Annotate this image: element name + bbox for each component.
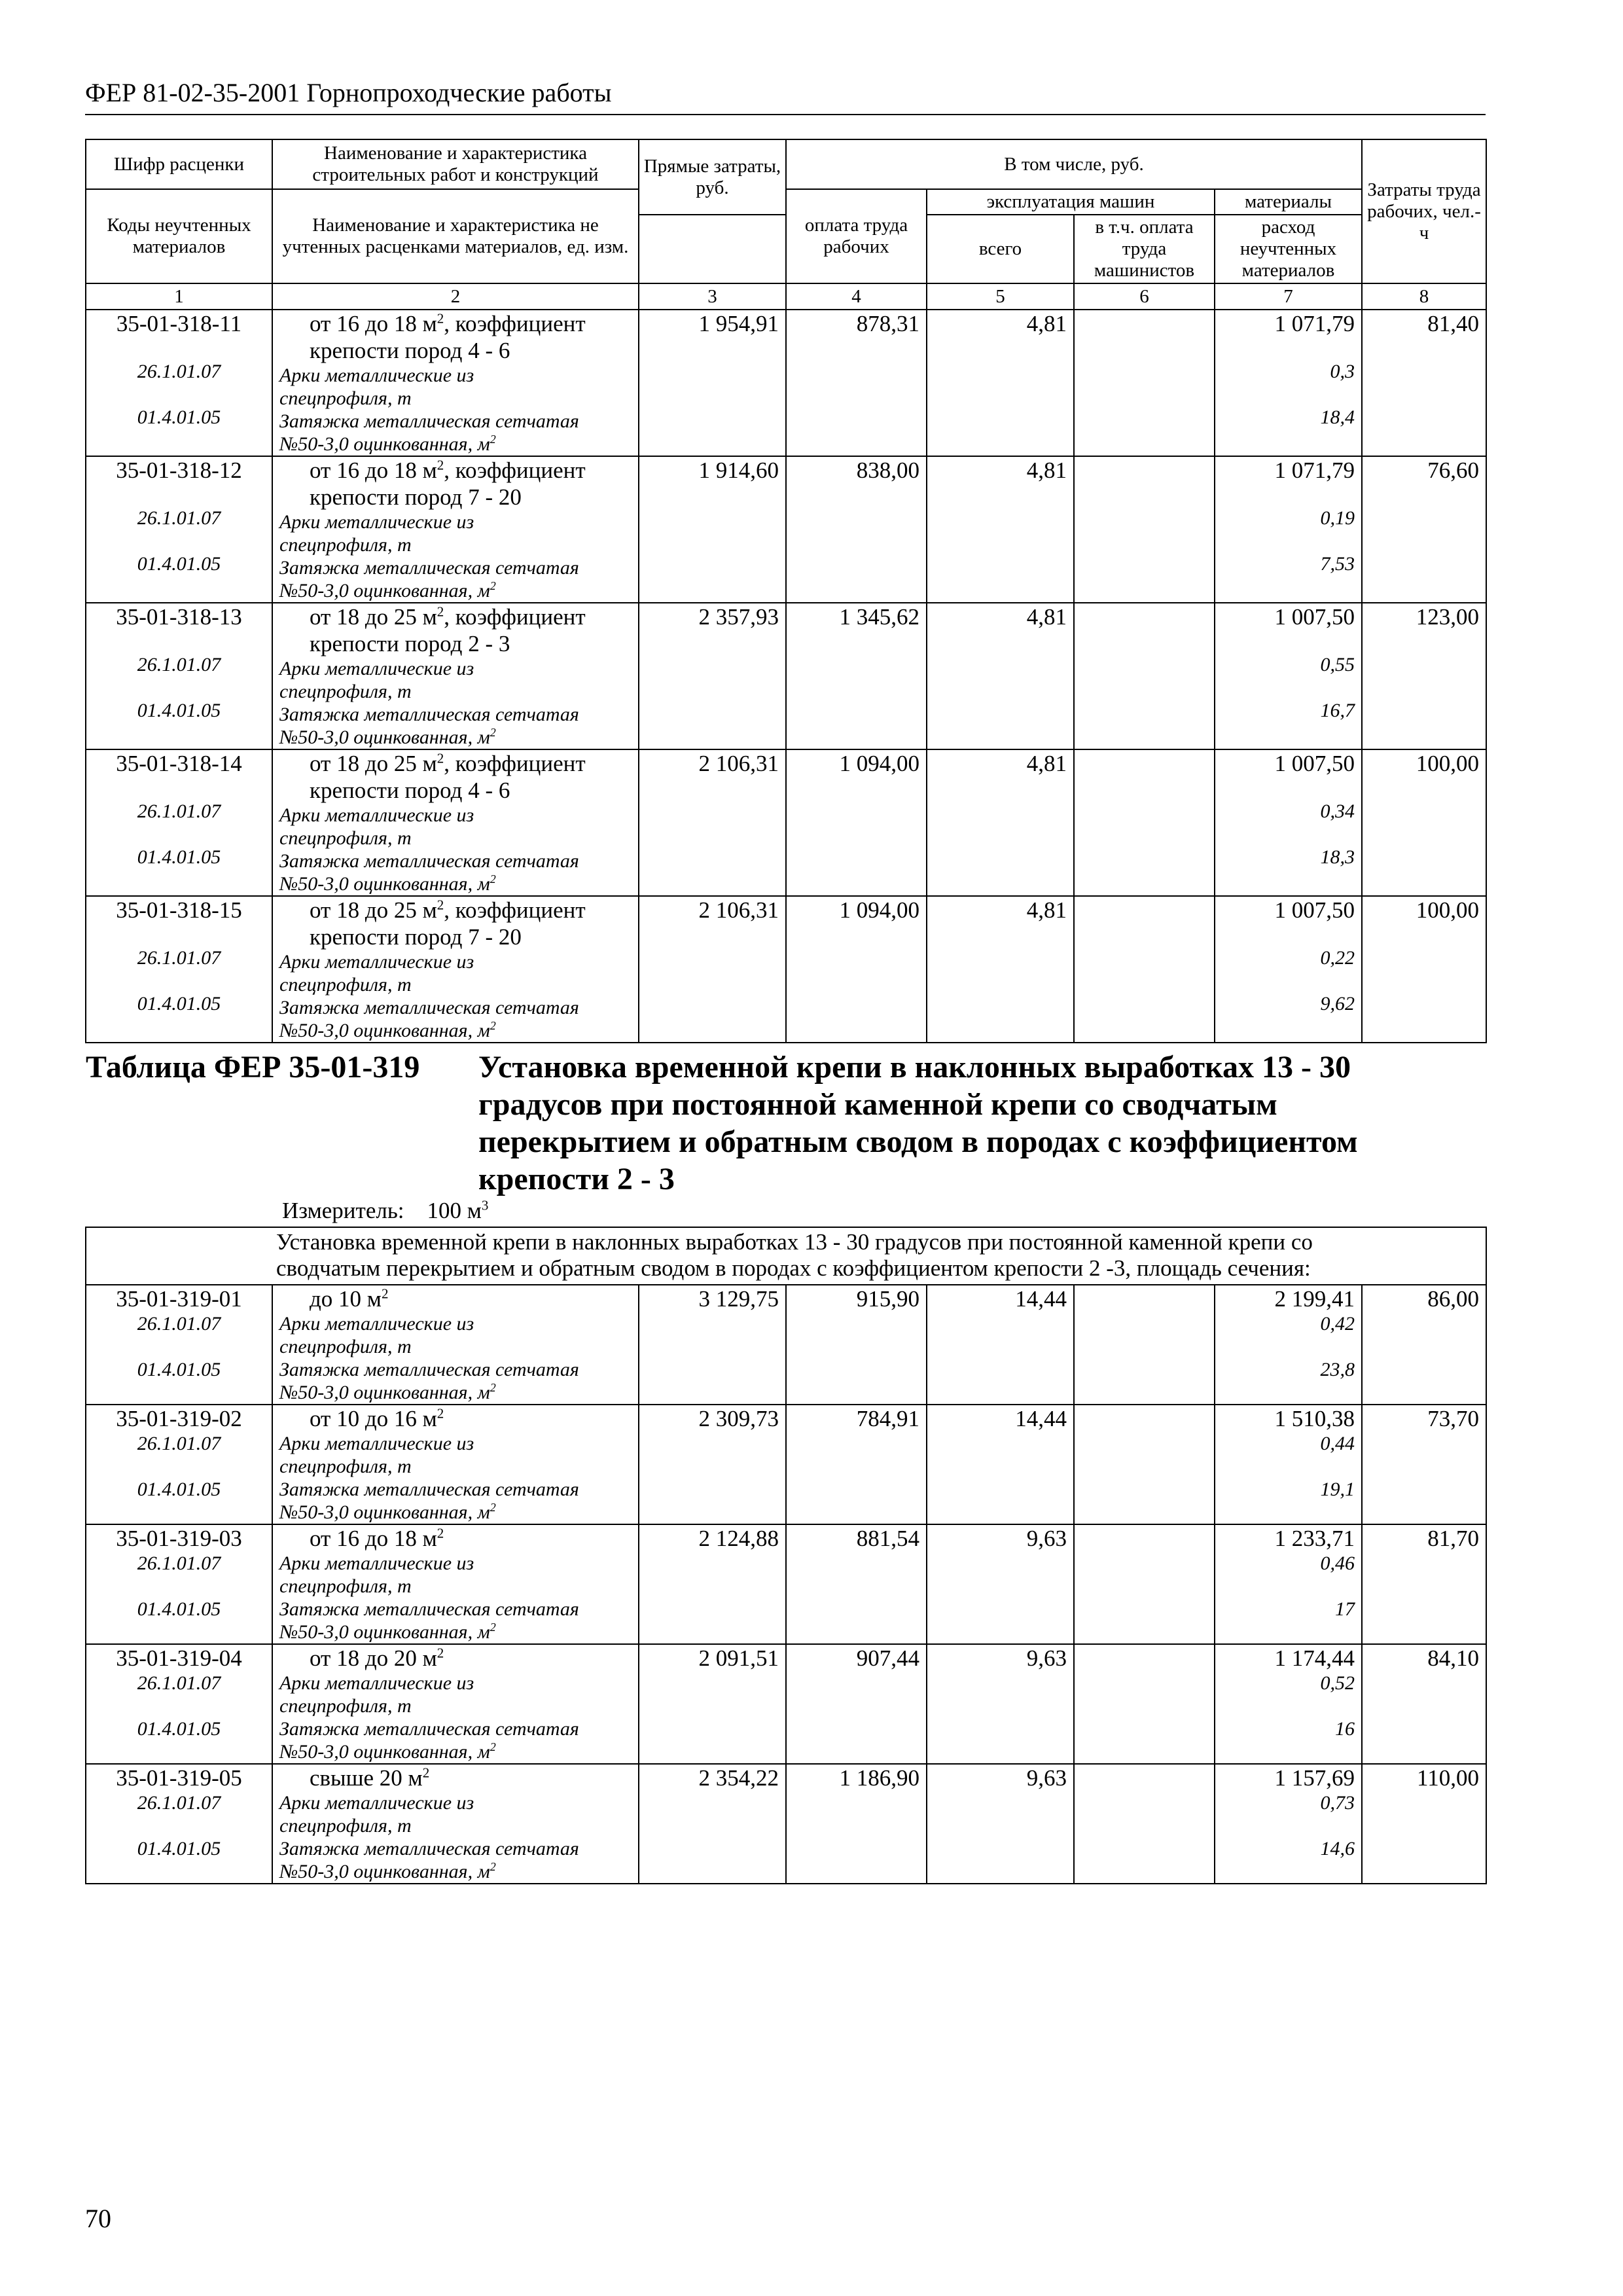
machines-total: 4,81 bbox=[927, 456, 1074, 603]
machines-wages bbox=[1074, 1524, 1215, 1644]
material-qty: 16 bbox=[1335, 1718, 1355, 1740]
rows-319 bbox=[86, 1285, 1486, 1884]
materials-cell: 1 007,50 0,22 9,62 bbox=[1215, 896, 1362, 1043]
table-row bbox=[86, 1405, 1486, 1524]
rate-name-cell: от 16 до 18 $м^2$, коэффициент крепости пород 4 - 6 Арки металлические из спецпрофиля, т Затяжка металлическая сетчатая №50-3,0 оцинкованная, $м^2$ bbox=[272, 310, 639, 456]
labor: 123,00 bbox=[1362, 603, 1486, 749]
rate-code-cell: 35-01-319-01 26.1.01.07 01.4.01.05 bbox=[86, 1285, 272, 1405]
material-name: Арки металлические из bbox=[279, 1552, 474, 1574]
col-index: 4 bbox=[786, 283, 927, 310]
machines-total: 14,44 bbox=[927, 1285, 1074, 1405]
material-code: 01.4.01.05 bbox=[137, 1718, 221, 1740]
table-319-heading bbox=[86, 1043, 1486, 1285]
machines-wages bbox=[1074, 749, 1215, 896]
direct-cost: 2 106,31 bbox=[639, 749, 786, 896]
material-name: Затяжка металлическая сетчатая bbox=[279, 1598, 579, 1620]
material-qty: 7,53 bbox=[1320, 553, 1355, 575]
material-name: Затяжка металлическая сетчатая bbox=[279, 1479, 579, 1500]
material-qty: 0,55 bbox=[1320, 654, 1355, 675]
machines-total: 9,63 bbox=[927, 1764, 1074, 1884]
labor: 100,00 bbox=[1362, 896, 1486, 1043]
head-code: Шифр расценки bbox=[86, 139, 272, 189]
rate-name-cell: до 10 $м^2$ Арки металлические из спецпрофиля, т Затяжка металлическая сетчатая №50-3,0 оцинкованная, $м^2$ bbox=[272, 1285, 639, 1405]
table-title-line: градусов при постоянной каменной крепи со сводчатым bbox=[478, 1087, 1277, 1122]
table-title-line: Установка временной крепи в наклонных выработках 13 - 30 bbox=[478, 1050, 1351, 1085]
machines-total: 14,44 bbox=[927, 1405, 1074, 1524]
table-row bbox=[86, 1524, 1486, 1644]
material-name: спецпрофиля, т bbox=[279, 1456, 412, 1477]
table-row bbox=[86, 896, 1486, 1043]
material-name: Затяжка металлическая сетчатая bbox=[279, 1838, 579, 1859]
material-name: Арки металлические из bbox=[279, 1672, 474, 1694]
material-code: 01.4.01.05 bbox=[137, 406, 221, 428]
material-qty: 0,42 bbox=[1320, 1313, 1355, 1335]
rate-code-cell: 35-01-318-12 26.1.01.07 01.4.01.05 bbox=[86, 456, 272, 603]
head-materials: материалы bbox=[1215, 189, 1362, 215]
table-description: Установка временной крепи в наклонных выработках 13 - 30 градусов при постоянной каменной крепи со сводчатым перекрытием и обратным сводом в породах с коэффициентом крепости 2 -3, площадь сечения: bbox=[276, 1229, 1313, 1281]
material-code: 01.4.01.05 bbox=[137, 1598, 221, 1620]
rate-code-cell: 35-01-319-04 26.1.01.07 01.4.01.05 bbox=[86, 1644, 272, 1764]
material-code: 26.1.01.07 bbox=[137, 947, 221, 969]
table-row bbox=[86, 310, 1486, 456]
material-name: Арки металлические из bbox=[279, 804, 474, 826]
material-code: 26.1.01.07 bbox=[137, 654, 221, 675]
material-qty: 0,19 bbox=[1320, 507, 1355, 529]
material-code: 01.4.01.05 bbox=[137, 993, 221, 1014]
materials-cell: 1 071,79 0,3 18,4 bbox=[1215, 310, 1362, 456]
labor: 76,60 bbox=[1362, 456, 1486, 603]
material-name: №50-3,0 оцинкованная, $м^2$ bbox=[279, 1740, 496, 1763]
material-name: №50-3,0 оцинкованная, $м^2$ bbox=[279, 872, 496, 895]
rate-name-cell: от 10 до 16 $м^2$ Арки металлические из спецпрофиля, т Затяжка металлическая сетчатая №50-3,0 оцинкованная, $м^2$ bbox=[272, 1405, 639, 1524]
material-name: Затяжка металлическая сетчатая bbox=[279, 410, 579, 432]
material-qty: 0,46 bbox=[1320, 1552, 1355, 1574]
table-title-line: перекрытием и обратным сводом в породах с коэффициентом bbox=[478, 1124, 1358, 1159]
material-name: Затяжка металлическая сетчатая bbox=[279, 704, 579, 725]
wages: 1 094,00 bbox=[786, 896, 927, 1043]
material-qty: 0,22 bbox=[1320, 947, 1355, 969]
col-index: 7 bbox=[1215, 283, 1362, 310]
direct-cost: 3 129,75 bbox=[639, 1285, 786, 1405]
col-index: 2 bbox=[272, 283, 639, 310]
material-name: №50-3,0 оцинкованная, $м^2$ bbox=[279, 1621, 496, 1643]
material-name: Арки металлические из bbox=[279, 951, 474, 973]
material-qty: 14,6 bbox=[1320, 1838, 1355, 1859]
material-qty: 18,4 bbox=[1320, 406, 1355, 428]
wages: 1 094,00 bbox=[786, 749, 927, 896]
table-title-line: крепости 2 - 3 bbox=[478, 1162, 675, 1196]
material-name: спецпрофиля, т bbox=[279, 1695, 412, 1717]
material-code: 26.1.01.07 bbox=[137, 1792, 221, 1814]
page-number: 70 bbox=[85, 2204, 111, 2233]
material-qty: 0,3 bbox=[1330, 361, 1355, 382]
material-code: 26.1.01.07 bbox=[137, 1552, 221, 1574]
rate-name-cell: от 16 до 18 $м^2$ Арки металлические из спецпрофиля, т Затяжка металлическая сетчатая №50-3,0 оцинкованная, $м^2$ bbox=[272, 1524, 639, 1644]
material-code: 26.1.01.07 bbox=[137, 1672, 221, 1694]
material-code: 26.1.01.07 bbox=[137, 800, 221, 822]
machines-total: 4,81 bbox=[927, 896, 1074, 1043]
material-name: спецпрофиля, т bbox=[279, 1575, 412, 1597]
table-row bbox=[86, 1285, 1486, 1405]
material-qty: 17 bbox=[1335, 1598, 1355, 1620]
head-machines-wages: в т.ч. оплата труда машинистов bbox=[1074, 215, 1215, 283]
machines-total: 9,63 bbox=[927, 1524, 1074, 1644]
table-row bbox=[86, 749, 1486, 896]
material-code: 26.1.01.07 bbox=[137, 1433, 221, 1454]
machines-wages bbox=[1074, 456, 1215, 603]
direct-cost: 2 309,73 bbox=[639, 1405, 786, 1524]
machines-total: 4,81 bbox=[927, 603, 1074, 749]
head-name: Наименование и характеристика строительных работ и конструкций bbox=[272, 139, 639, 189]
direct-cost: 2 357,93 bbox=[639, 603, 786, 749]
col-index: 1 bbox=[86, 283, 272, 310]
material-code: 26.1.01.07 bbox=[137, 361, 221, 382]
rate-code-cell: 35-01-319-05 26.1.01.07 01.4.01.05 bbox=[86, 1764, 272, 1884]
wages: 915,90 bbox=[786, 1285, 927, 1405]
rate-code-cell: 35-01-318-11 26.1.01.07 01.4.01.05 bbox=[86, 310, 272, 456]
machines-wages bbox=[1074, 603, 1215, 749]
head-materials-unacc: расход неучтенных материалов bbox=[1215, 215, 1362, 283]
head-wages: оплата труда рабочих bbox=[786, 189, 927, 283]
table-row bbox=[86, 456, 1486, 603]
material-qty: 18,3 bbox=[1320, 846, 1355, 868]
rate-code-cell: 35-01-318-14 26.1.01.07 01.4.01.05 bbox=[86, 749, 272, 896]
rate-code-cell: 35-01-318-13 26.1.01.07 01.4.01.05 bbox=[86, 603, 272, 749]
materials-cell: 2 199,41 0,42 23,8 bbox=[1215, 1285, 1362, 1405]
material-name: Арки металлические из bbox=[279, 511, 474, 533]
labor: 84,10 bbox=[1362, 1644, 1486, 1764]
material-name: №50-3,0 оцинкованная, $м^2$ bbox=[279, 1501, 496, 1523]
head-direct: Прямые затраты, руб. bbox=[639, 139, 786, 215]
material-name: №50-3,0 оцинкованная, $м^2$ bbox=[279, 1381, 496, 1403]
machines-wages bbox=[1074, 1285, 1215, 1405]
wages: 784,91 bbox=[786, 1405, 927, 1524]
material-name: Затяжка металлическая сетчатая bbox=[279, 1718, 579, 1740]
material-qty: 0,73 bbox=[1320, 1792, 1355, 1814]
rate-name-cell: от 18 до 20 $м^2$ Арки металлические из спецпрофиля, т Затяжка металлическая сетчатая №50-3,0 оцинкованная, $м^2$ bbox=[272, 1644, 639, 1764]
direct-cost: 2 106,31 bbox=[639, 896, 786, 1043]
material-name: спецпрофиля, т bbox=[279, 534, 412, 556]
material-name: Арки металлические из bbox=[279, 1433, 474, 1454]
rate-name-cell: от 18 до 25 $м^2$, коэффициент крепости пород 4 - 6 Арки металлические из спецпрофиля, т Затяжка металлическая сетчатая №50-3,0 оцинкованная, $м^2$ bbox=[272, 749, 639, 896]
head-machines-total: всего bbox=[927, 215, 1074, 283]
head-name-unacc: Наименование и характеристика не учтенных расценками материалов, ед. изм. bbox=[272, 189, 639, 283]
material-qty: 9,62 bbox=[1320, 993, 1355, 1014]
labor: 81,70 bbox=[1362, 1524, 1486, 1644]
material-code: 01.4.01.05 bbox=[137, 1838, 221, 1859]
material-name: №50-3,0 оцинкованная, $м^2$ bbox=[279, 1019, 496, 1041]
material-name: Арки металлические из bbox=[279, 1792, 474, 1814]
material-code: 26.1.01.07 bbox=[137, 507, 221, 529]
direct-cost: 2 354,22 bbox=[639, 1764, 786, 1884]
wages: 878,31 bbox=[786, 310, 927, 456]
labor: 86,00 bbox=[1362, 1285, 1486, 1405]
rate-name-cell: от 18 до 25 $м^2$, коэффициент крепости пород 2 - 3 Арки металлические из спецпрофиля, т Затяжка металлическая сетчатая №50-3,0 оцинкованная, $м^2$ bbox=[272, 603, 639, 749]
col-index: 6 bbox=[1074, 283, 1215, 310]
material-code: 26.1.01.07 bbox=[137, 1313, 221, 1335]
labor: 73,70 bbox=[1362, 1405, 1486, 1524]
rate-name-cell: от 18 до 25 $м^2$, коэффициент крепости пород 7 - 20 Арки металлические из спецпрофиля, т Затяжка металлическая сетчатая №50-3,0 оцинкованная, $м^2$ bbox=[272, 896, 639, 1043]
head-machines: эксплуатация машин bbox=[927, 189, 1215, 215]
table-row bbox=[86, 1644, 1486, 1764]
head-labor: Затраты труда рабочих, чел.-ч bbox=[1362, 139, 1486, 283]
material-code: 01.4.01.05 bbox=[137, 1479, 221, 1500]
head-including: В том числе, руб. bbox=[786, 139, 1362, 189]
material-code: 01.4.01.05 bbox=[137, 553, 221, 575]
material-qty: 16,7 bbox=[1320, 700, 1355, 721]
materials-cell: 1 157,69 0,73 14,6 bbox=[1215, 1764, 1362, 1884]
direct-cost: 2 124,88 bbox=[639, 1524, 786, 1644]
material-name: спецпрофиля, т bbox=[279, 387, 412, 409]
rate-name-cell: от 16 до 18 $м^2$, коэффициент крепости пород 7 - 20 Арки металлические из спецпрофиля, т Затяжка металлическая сетчатая №50-3,0 оцинкованная, $м^2$ bbox=[272, 456, 639, 603]
rows-318 bbox=[86, 310, 1486, 1043]
materials-cell: 1 007,50 0,34 18,3 bbox=[1215, 749, 1362, 896]
material-qty: 0,44 bbox=[1320, 1433, 1355, 1454]
material-name: Затяжка металлическая сетчатая bbox=[279, 997, 579, 1018]
wages: 1 345,62 bbox=[786, 603, 927, 749]
wages: 881,54 bbox=[786, 1524, 927, 1644]
materials-cell: 1 174,44 0,52 16 bbox=[1215, 1644, 1362, 1764]
rate-code-cell: 35-01-318-15 26.1.01.07 01.4.01.05 bbox=[86, 896, 272, 1043]
material-name: спецпрофиля, т bbox=[279, 827, 412, 849]
price-table bbox=[85, 139, 1487, 1884]
col-index: 3 bbox=[639, 283, 786, 310]
direct-cost: 1 954,91 bbox=[639, 310, 786, 456]
material-code: 01.4.01.05 bbox=[137, 700, 221, 721]
material-code: 01.4.01.05 bbox=[137, 1359, 221, 1380]
material-name: спецпрофиля, т bbox=[279, 974, 412, 996]
materials-cell: 1 233,71 0,46 17 bbox=[1215, 1524, 1362, 1644]
labor: 100,00 bbox=[1362, 749, 1486, 896]
material-name: №50-3,0 оцинкованная, $м^2$ bbox=[279, 726, 496, 748]
head-direct-blank bbox=[639, 215, 786, 283]
machines-wages bbox=[1074, 896, 1215, 1043]
rate-code-cell: 35-01-319-03 26.1.01.07 01.4.01.05 bbox=[86, 1524, 272, 1644]
material-qty: 19,1 bbox=[1320, 1479, 1355, 1500]
machines-wages bbox=[1074, 310, 1215, 456]
material-name: Затяжка металлическая сетчатая bbox=[279, 557, 579, 579]
material-name: Арки металлические из bbox=[279, 658, 474, 679]
material-qty: 0,52 bbox=[1320, 1672, 1355, 1694]
wages: 1 186,90 bbox=[786, 1764, 927, 1884]
material-name: Затяжка металлическая сетчатая bbox=[279, 1359, 579, 1380]
head-codes-unacc: Коды неучтенных материалов bbox=[86, 189, 272, 283]
material-qty: 0,34 bbox=[1320, 800, 1355, 822]
table-label: Таблица ФЕР 35-01-319 bbox=[86, 1050, 420, 1085]
material-code: 01.4.01.05 bbox=[137, 846, 221, 868]
col-index: 5 bbox=[927, 283, 1074, 310]
material-name: №50-3,0 оцинкованная, $м^2$ bbox=[279, 433, 496, 455]
machines-wages bbox=[1074, 1764, 1215, 1884]
labor: 81,40 bbox=[1362, 310, 1486, 456]
rate-code-cell: 35-01-319-02 26.1.01.07 01.4.01.05 bbox=[86, 1405, 272, 1524]
running-header: ФЕР 81-02-35-2001 Горнопроходческие работы bbox=[85, 77, 1486, 115]
material-name: Арки металлические из bbox=[279, 1313, 474, 1335]
material-name: №50-3,0 оцинкованная, $м^2$ bbox=[279, 1860, 496, 1882]
col-index: 8 bbox=[1362, 283, 1486, 310]
rate-name-cell: свыше 20 $м^2$ Арки металлические из спецпрофиля, т Затяжка металлическая сетчатая №50-3,0 оцинкованная, $м^2$ bbox=[272, 1764, 639, 1884]
machines-total: 9,63 bbox=[927, 1644, 1074, 1764]
materials-cell: 1 007,50 0,55 16,7 bbox=[1215, 603, 1362, 749]
materials-cell: 1 071,79 0,19 7,53 bbox=[1215, 456, 1362, 603]
table-row bbox=[86, 1764, 1486, 1884]
wages: 907,44 bbox=[786, 1644, 927, 1764]
materials-cell: 1 510,38 0,44 19,1 bbox=[1215, 1405, 1362, 1524]
direct-cost: 1 914,60 bbox=[639, 456, 786, 603]
direct-cost: 2 091,51 bbox=[639, 1644, 786, 1764]
material-name: спецпрофиля, т bbox=[279, 1336, 412, 1357]
material-name: спецпрофиля, т bbox=[279, 681, 412, 702]
material-name: Затяжка металлическая сетчатая bbox=[279, 850, 579, 872]
machines-wages bbox=[1074, 1644, 1215, 1764]
wages: 838,00 bbox=[786, 456, 927, 603]
machines-wages bbox=[1074, 1405, 1215, 1524]
table-row bbox=[86, 603, 1486, 749]
material-name: Арки металлические из bbox=[279, 365, 474, 386]
measure-unit: Измеритель: 100 $м^3$ bbox=[282, 1197, 489, 1223]
machines-total: 4,81 bbox=[927, 749, 1074, 896]
material-name: спецпрофиля, т bbox=[279, 1815, 412, 1837]
material-name: №50-3,0 оцинкованная, $м^2$ bbox=[279, 579, 496, 601]
material-qty: 23,8 bbox=[1320, 1359, 1355, 1380]
machines-total: 4,81 bbox=[927, 310, 1074, 456]
labor: 110,00 bbox=[1362, 1764, 1486, 1884]
